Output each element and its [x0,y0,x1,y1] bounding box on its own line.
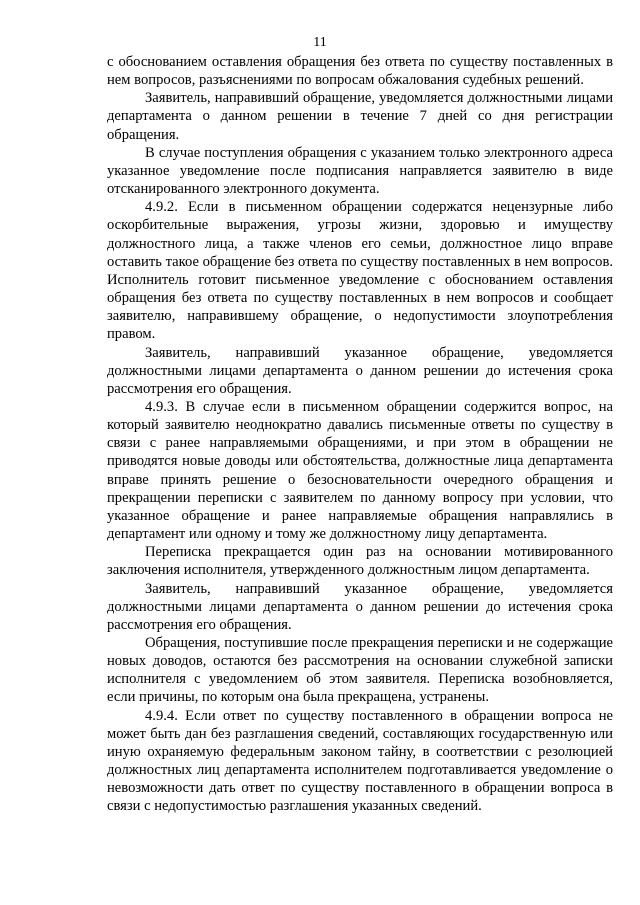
paragraph: Заявитель, направивший обращение, уведомляется должностными лицами департамента о данном решении в течение 7 дней со дня регистрации обращения. [107,90,613,143]
body-text [107,53,613,816]
paragraph: Обращения, поступившие после прекращения переписки и не содержащие новых доводов, остаются без рассмотрения на основании служебной записки исполнителя с уведомлением об этом заявителя. Переписка возобновляется, если причины, по которым она была прекращена, устранены. [107,635,613,706]
paragraph: Переписка прекращается один раз на основании мотивированного заключения исполнителя, утвержденного должностным лицом департамента. [107,544,613,579]
paragraph: 4.9.4. Если ответ по существу поставленного в обращении вопроса не может быть дан без разглашения сведений, составляющих государственную или иную охраняемую федеральным законом тайну, в соответствии с резолюцией должностных лиц департамента исполнителем подготавливается уведомление о невозможности дать ответ по существу поставленного в обращении вопроса в связи с недопустимостью разглашения указанных сведений. [107,707,613,815]
paragraph: В случае поступления обращения с указанием только электронного адреса указанное уведомление после подписания направляется заявителю в виде отсканированного электронного документа. [107,144,613,198]
paragraph: 4.9.2. Если в письменном обращении содержатся нецензурные либо оскорбительные выражения, угрозы жизни, здоровью и имуществу должностного лица, а также членов его семьи, должностное лицо вправе оставить такое обращение без ответа по существу поставленных в нем вопросов. Исполнитель готовит письменное уведомление с обоснованием оставления обращения без ответа по существу поставленных в нем вопросов и сообщает заявителю, направившему обращение, о недопустимости злоупотребления правом. [107,199,613,343]
paragraph: с обоснованием оставления обращения без ответа по существу поставленных в нем вопросов, разъяснениями по вопросам обжалования судебных решений. [107,54,613,89]
paragraph: Заявитель, направивший указанное обращение, уведомляется должностными лицами департамента о данном решении до истечения срока рассмотрения его обращения. [107,344,613,397]
page-number: 11 [313,35,327,50]
paragraph: Заявитель, направивший указанное обращение, уведомляется должностными лицами департамента о данном решении до истечения срока рассмотрения его обращения. [107,580,613,633]
paragraph: 4.9.3. В случае если в письменном обращении содержится вопрос, на который заявителю неоднократно давались письменные ответы по существу в связи с ранее направляемыми обращениями, и при этом в обращении не приводятся новые доводы или обстоятельства, должностные лица департамента вправе принять решение о безосновательности очередного обращения и прекращении переписки с заявителем по данному вопросу при условии, что указанное обращение и ранее направляемые обращения направлялись в департамент или одному и тому же должностному лицу департамента. [107,398,613,543]
